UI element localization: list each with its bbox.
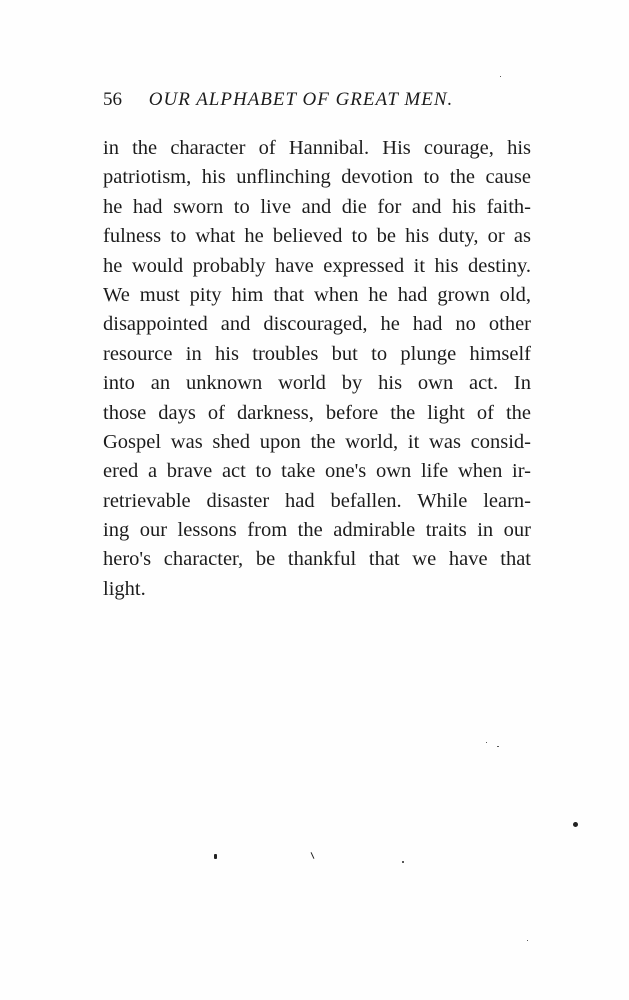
paper-speck [311, 852, 315, 859]
text-line: he would probably have expressed it his destiny. [103, 254, 531, 277]
text-line: patriotism, his unflinching devotion to the cause [103, 166, 531, 189]
text-line: hero's character, be thankful that we have that [103, 548, 531, 571]
body-text [103, 134, 531, 604]
running-head [103, 86, 533, 114]
text-line: disappointed and discouraged, he had no other [103, 313, 531, 336]
page-number: 56 [103, 89, 122, 110]
text-line: retrievable disaster had befallen. While learn- [103, 489, 531, 512]
text-line: Gospel was shed upon the world, it was consid- [103, 430, 531, 453]
text-line: ing our lessons from the admirable traits in our [103, 519, 531, 542]
text-line: he had sworn to live and die for and his faith- [103, 195, 531, 218]
text-line: ered a brave act to take one's own life when ir- [103, 460, 531, 483]
text-line: into an unknown world by his own act. In [103, 372, 531, 395]
paper-speck [486, 742, 487, 743]
paper-speck [573, 822, 578, 827]
paper-speck [214, 854, 217, 859]
text-line: light. [103, 577, 146, 600]
running-title: OUR ALPHABET OF GREAT MEN. [148, 89, 454, 110]
text-line: We must pity him that when he had grown old, [103, 283, 531, 306]
text-line: those days of darkness, before the light of the [103, 401, 531, 424]
paper-speck [402, 861, 404, 863]
paper-speck [527, 940, 528, 941]
text-line: resource in his troubles but to plunge himself [103, 342, 531, 365]
text-line: fulness to what he believed to be his duty, or as [103, 225, 531, 248]
paper-speck [497, 746, 499, 747]
paper-speck [500, 76, 501, 77]
text-line: in the character of Hannibal. His courage, his [103, 137, 531, 159]
